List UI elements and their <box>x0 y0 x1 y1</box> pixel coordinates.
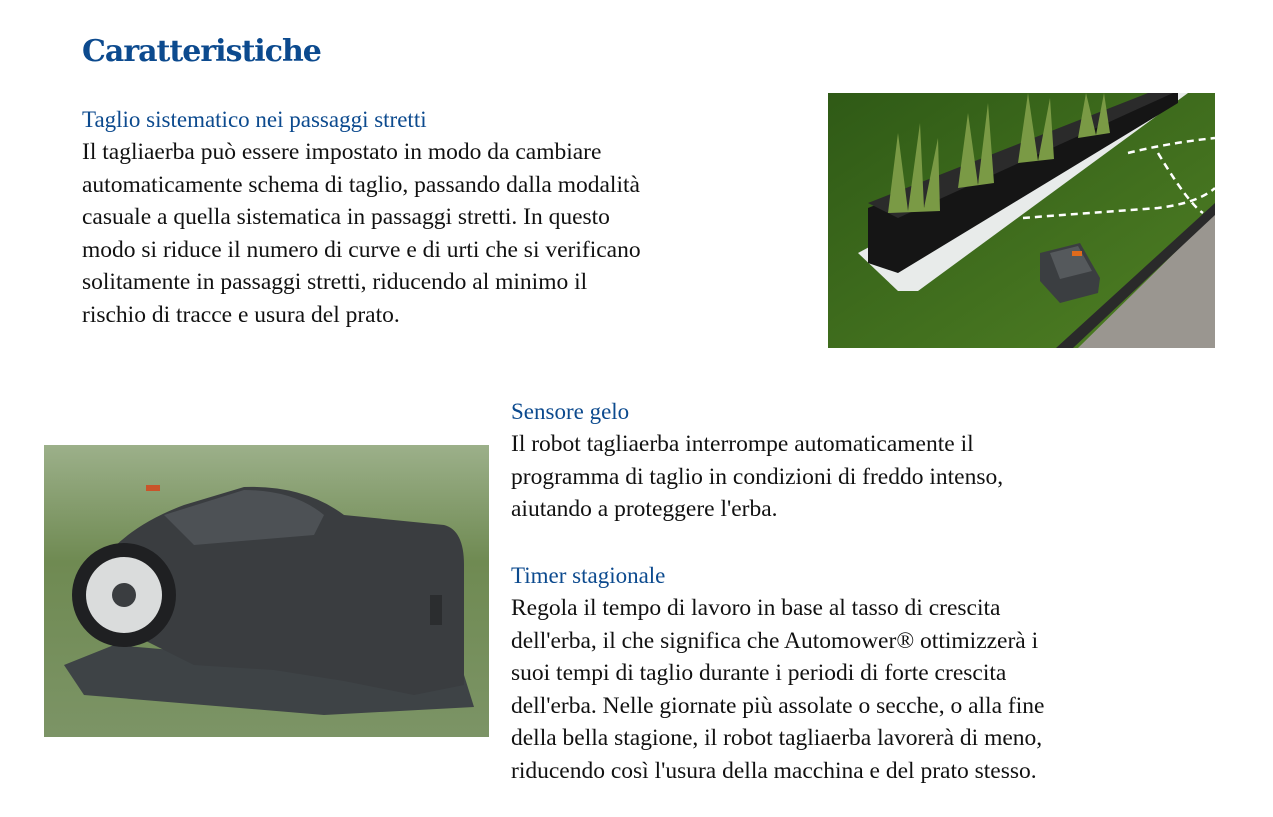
section-seasonal-timer <box>511 560 1251 788</box>
section-heading: Taglio sistematico nei passaggi stretti <box>82 107 427 132</box>
section-systematic-cutting <box>82 104 822 332</box>
section-body: Il robot tagliaerba interrompe automaticamente il programma di taglio in condizioni di freddo intenso, aiutando a proteggere l'erba. <box>511 431 1004 523</box>
section-body: Il tagliaerba può essere impostato in modo da cambiare automaticamente schema di taglio, passando dalla modalità casuale a quella sistematica in passaggi stretti. In questo modo si riduce il numero di curve e di urti che si verificano solitamente in passaggi stretti, riducendo al minimo il rischio di tracce e usura del prato. <box>82 139 641 328</box>
section-heading: Timer stagionale <box>511 563 666 588</box>
section-body: Regola il tempo di lavoro in base al tasso di crescita dell'erba, il che significa che Automower® ottimizzerà i suoi tempi di taglio durante i periodi di forte crescita dell'erba. Nelle giornate più assolate o secche, o alla fine della bella stagione, il robot tagliaerba lavorerà di meno, riducendo così l'usura della macchina e del prato stesso. <box>511 595 1045 784</box>
section-heading: Sensore gelo <box>511 399 630 424</box>
robot-mower-narrow-passage-image <box>828 93 1215 348</box>
section-frost-sensor <box>511 396 1251 526</box>
page-title: Caratteristiche <box>82 34 321 69</box>
frosted-robot-mower-image <box>44 445 489 737</box>
